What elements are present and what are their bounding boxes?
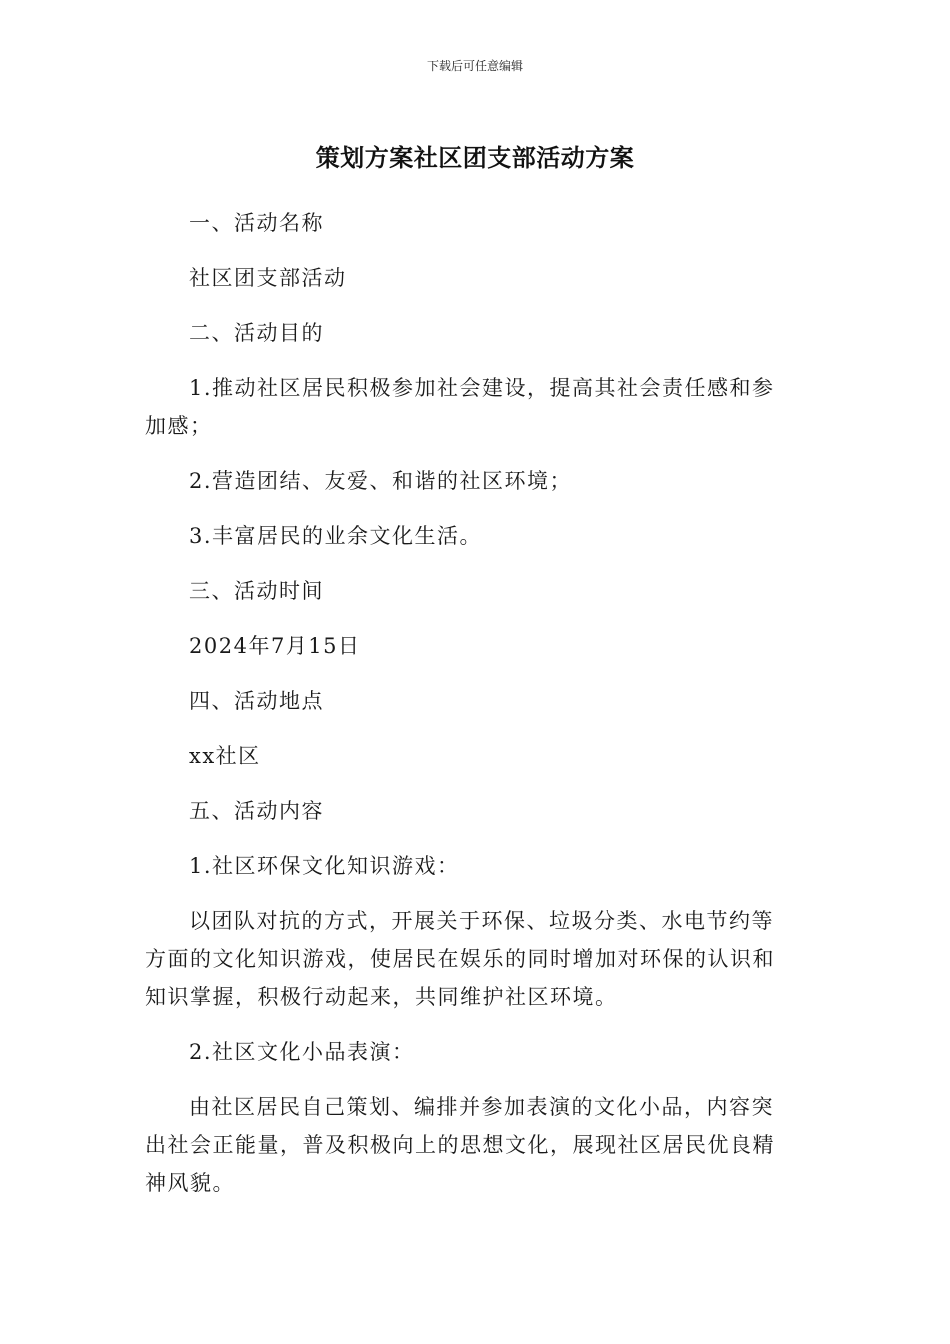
section-heading-name: 一、活动名称 [189,211,324,235]
paragraph-content-1-title: 1.社区环保文化知识游戏： [189,854,460,878]
paragraph-content-1-body: 以团队对抗的方式，开展关于环保、垃圾分类、水电节约等方面的文化知识游戏，使居民在娱乐的同时增加对环保的认识和知识掌握，积极行动起来，共同维护社区环境。 [145,909,775,1009]
paragraph-purpose-1: 1.推动社区居民积极参加社会建设，提高其社会责任感和参加感； [145,376,775,438]
paragraph-content-2-body: 由社区居民自己策划、编排并参加表演的文化小品，内容突出社会正能量，普及积极向上的思想文化，展现社区居民优良精神风貌。 [145,1095,775,1195]
document-body [145,204,795,1219]
section-heading-content: 五、活动内容 [189,799,324,823]
document-title: 策划方案社区团支部活动方案 [315,144,635,172]
paragraph-content-2-title: 2.社区文化小品表演： [189,1040,415,1064]
header-note: 下载后可任意编辑 [426,59,523,73]
paragraph-purpose-3: 3.丰富居民的业余文化生活。 [189,524,483,548]
section-heading-location: 四、活动地点 [189,689,324,713]
section-heading-purpose: 二、活动目的 [189,321,324,345]
paragraph-name: 社区团支部活动 [189,266,347,290]
paragraph-time: 2024年7月15日 [189,634,361,658]
paragraph-location: xx社区 [189,744,261,768]
section-heading-time: 三、活动时间 [189,579,324,603]
paragraph-purpose-2: 2.营造团结、友爱、和谐的社区环境； [189,469,573,493]
